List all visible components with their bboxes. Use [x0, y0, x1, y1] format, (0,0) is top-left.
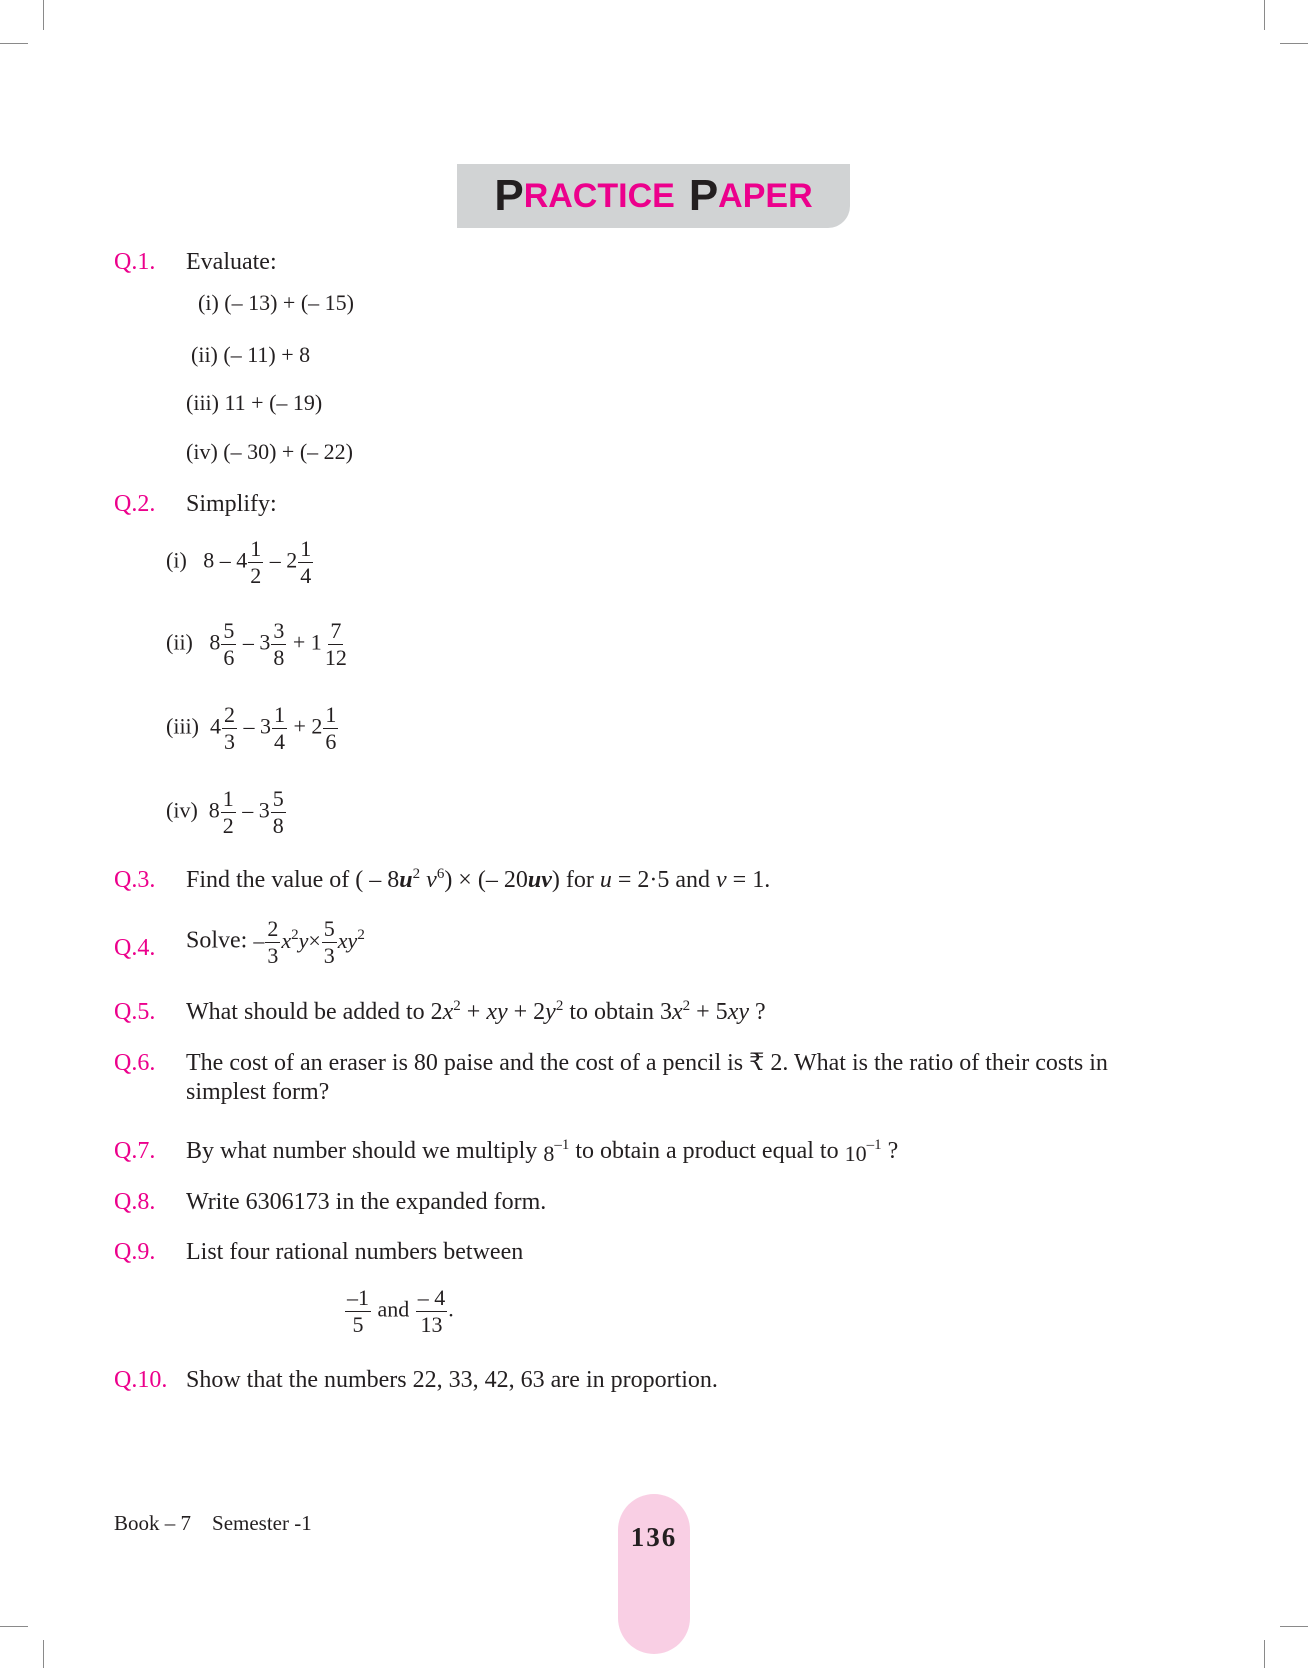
footer-book: Book – 7 Semester -1	[114, 1511, 312, 1535]
fraction: $\frac{7}{12}$	[324, 618, 347, 670]
question-text: Evaluate:	[186, 249, 277, 275]
question-number: Q.9.	[114, 1239, 156, 1265]
sub-question: (iv) 8 $\frac{1}{2}$ – 3 $\frac{5}{8}$	[166, 786, 284, 838]
fraction: $\frac{3}{8}$	[273, 618, 285, 670]
fraction: $\frac{- 4}{13}$	[417, 1285, 446, 1337]
crop-mark	[0, 1626, 28, 1627]
question-text: Simplify:	[186, 491, 277, 517]
title-initial: P	[688, 171, 719, 220]
fraction: $\frac{-1}{5}$	[347, 1285, 369, 1337]
sub-question: (i) 8 – 4 $\frac{1}{2}$ – 2 $\frac{1}{4}$	[166, 536, 312, 588]
question-number: Q.5.	[114, 999, 156, 1025]
title-word: APER	[718, 176, 813, 215]
fraction: $\frac{1}{4}$	[274, 702, 285, 754]
page-title-banner	[457, 164, 850, 228]
fraction: $\frac{1}{2}$	[222, 786, 234, 838]
sub-question: (ii) 8 $\frac{5}{6}$ – 3 $\frac{3}{8}$ + 1 $\frac{7}{12}$	[166, 618, 347, 670]
question-number: Q.10.	[114, 1367, 168, 1393]
page-title	[457, 164, 850, 228]
question-text: Solve: – $\frac{2}{3}$ $x^2y\times$ $\frac{5}{3}$ $xy^2$	[186, 916, 365, 968]
page-number: 136	[630, 1522, 678, 1552]
fraction: $\frac{2}{3}$	[224, 702, 235, 754]
question-number: Q.1.	[114, 249, 156, 275]
question-number: Q.8.	[114, 1189, 156, 1215]
title-word: RACTICE	[523, 176, 675, 215]
fraction: $\frac{5}{3}$	[323, 916, 335, 968]
question-text: Write 6306173 in the expanded form.	[186, 1189, 547, 1215]
title-initial: P	[494, 171, 524, 220]
fraction: $\frac{5}{8}$	[272, 786, 284, 838]
fraction: $\frac{1}{6}$	[325, 702, 337, 754]
fraction: $\frac{5}{6}$	[223, 618, 235, 670]
question-text: Show that the numbers 22, 33, 42, 63 are in proportion.	[186, 1367, 718, 1393]
crop-mark	[43, 0, 44, 30]
question-number: Q.4.	[114, 935, 156, 961]
fraction: $\frac{2}{3}$	[267, 916, 279, 968]
question-number: Q.2.	[114, 491, 156, 517]
fraction: $\frac{1}{4}$	[300, 536, 312, 588]
fraction: $\frac{1}{2}$	[250, 536, 262, 588]
sub-question: (ii) (– 11) + 8	[191, 342, 311, 367]
question-text: By what number should we multiply $8^{-1}$ to obtain a product equal to $10^{-1}$ ?	[186, 1137, 899, 1166]
question-number: Q.7.	[114, 1138, 156, 1164]
question-text: The cost of an eraser is 80 paise and the cost of a pencil is ₹ 2. What is the ratio of their costs in	[186, 1050, 1108, 1076]
sub-question: (iv) (– 30) + (– 22)	[186, 439, 353, 464]
crop-mark	[43, 1640, 44, 1668]
sub-question: (iii) 11 + (– 19)	[186, 390, 323, 415]
question-number: Q.6.	[114, 1050, 156, 1076]
page-number-tab	[618, 1494, 690, 1654]
crop-mark	[1280, 43, 1308, 44]
question-text: Find the value of ( – $8u^2$ $v^6$) × (– 20uv) for u = 2·5 and v = 1.	[186, 866, 771, 893]
crop-mark	[0, 43, 28, 44]
sub-question: (iii) 4 $\frac{2}{3}$ – 3 $\frac{1}{4}$ + 2 $\frac{1}{6}$	[166, 702, 337, 754]
crop-mark	[1264, 0, 1265, 30]
question-text: simplest form?	[186, 1079, 330, 1105]
crop-mark	[1280, 1626, 1308, 1627]
crop-mark	[1264, 1640, 1265, 1668]
question-text: List four rational numbers between	[186, 1239, 524, 1265]
rational-range: $\frac{-1}{5}$ and $\frac{- 4}{13}$ .	[347, 1285, 454, 1337]
question-text: What should be added to $2x^2$ + xy + $2y^2$ to obtain $3x^2 + 5xy$ ?	[186, 998, 766, 1025]
question-number: Q.3.	[114, 867, 156, 893]
sub-question: (i) (– 13) + (– 15)	[198, 290, 354, 315]
